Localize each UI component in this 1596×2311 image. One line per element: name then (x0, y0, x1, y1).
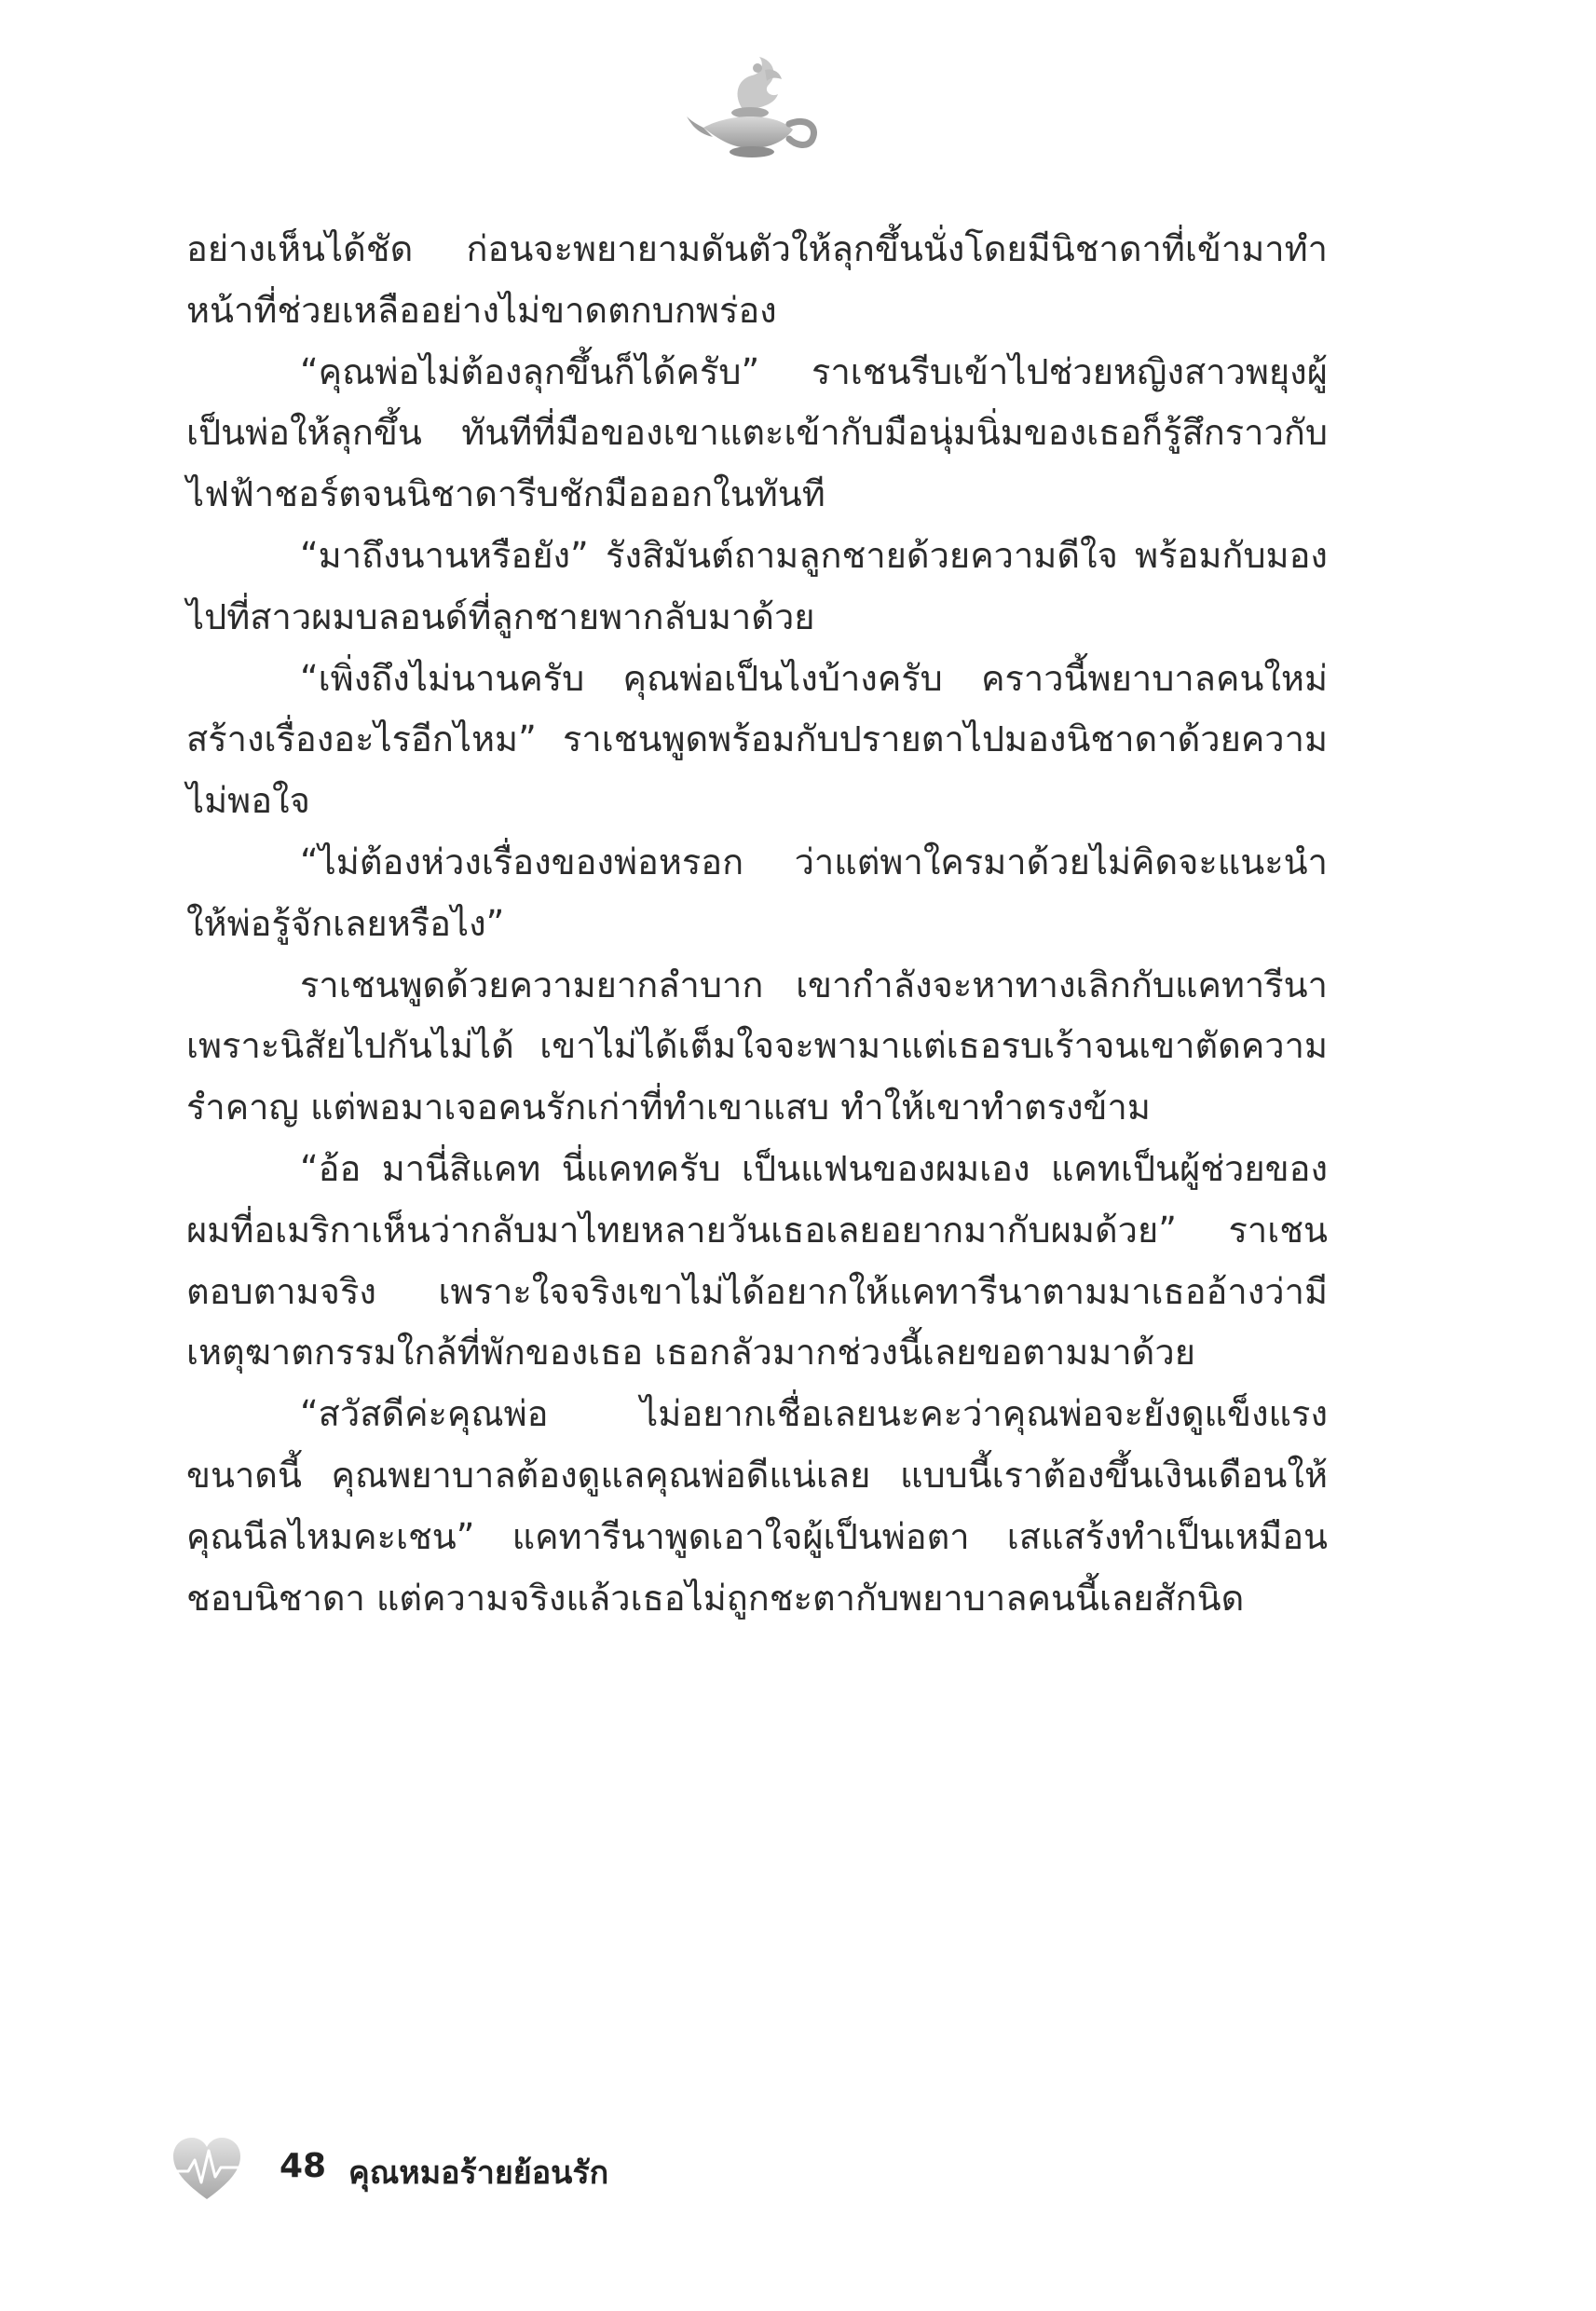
paragraph: “ไม่ต้องห่วงเรื่องของพ่อหรอก ว่าแต่พาใครมาด้วยไม่คิดจะแนะนำให้พ่อรู้จักเลยหรือไง” (186, 841, 1328, 944)
page-footer (170, 2134, 1008, 2208)
heart-pulse-icon (170, 2134, 244, 2203)
paragraph: “คุณพ่อไม่ต้องลุกขึ้นก็ได้ครับ” ราเชนรีบเข้าไปช่วยหญิงสาวพยุงผู้เป็นพ่อให้ลุกขึ้น ทันทีที่มือของเขาแตะเข้ากับมือนุ่มนิ่มของเธอก็รู้สึกราวกับไฟฟ้าชอร์ตจนนิชาดารีบชักมือออกในทันที (186, 350, 1328, 515)
genie-lamp-icon (685, 51, 825, 163)
paragraph: ราเชนพูดด้วยความยากลำบาก เขากำลังจะหาทางเลิกกับแคทารีนาเพราะนิสัยไปกันไม่ได้ เขาไม่ได้เต็มใจจะพามาแต่เธอรบเร้าจนเขาตัดความรำคาญ แต่พอมาเจอคนรักเก่าที่ทำเขาแสบ ทำให้เขาทำตรงข้าม (186, 964, 1328, 1128)
book-title: คุณหมอร้ายย้อนรัก (348, 2154, 609, 2192)
page-number: 48 (280, 2147, 327, 2185)
paragraph: “อ้อ มานี่สิแคท นี่แคทครับ เป็นแฟนของผมเอง แคทเป็นผู้ช่วยของผมที่อเมริกาเห็นว่ากลับมาไทยหลายวันเธอเลยอยากมากับผมด้วย” ราเชนตอบตามจริง เพราะใจจริงเขาไม่ได้อยากให้แคทารีนาตามมาเธออ้างว่ามีเหตุฆาตกรรมใกล้ที่พักของเธอ เธอกลัวมากช่วงนี้เลยขอตามมาด้วย (186, 1147, 1328, 1374)
body-text (186, 219, 1328, 2120)
paragraph: “สวัสดีค่ะคุณพ่อ ไม่อยากเชื่อเลยนะคะว่าคุณพ่อจะยังดูแข็งแรงขนาดนี้ คุณพยาบาลต้องดูแลคุณพ่อดีแน่เลย แบบนี้เราต้องขึ้นเงินเดือนให้คุณนีลไหมคะเชน” แคทารีนาพูดเอาใจผู้เป็นพ่อตา เสแสร้งทำเป็นเหมือนชอบนิชาดา แต่ความจริงแล้วเธอไม่ถูกชะตากับพยาบาลคนนี้เลยสักนิด (186, 1393, 1328, 1619)
paragraph: อย่างเห็นได้ชัด ก่อนจะพยายามดันตัวให้ลุกขึ้นนั่งโดยมีนิชาดาที่เข้ามาทำหน้าที่ช่วยเหลืออย่างไม่ขาดตกบกพร่อง (186, 228, 1328, 331)
paragraph: “เพิ่งถึงไม่นานครับ คุณพ่อเป็นไงบ้างครับ คราวนี้พยาบาลคนใหม่สร้างเรื่องอะไรอีกไหม” ราเชนพูดพร้อมกับปรายตาไปมองนิชาดาด้วยความไม่พอใจ (186, 657, 1328, 822)
paragraph: “มาถึงนานหรือยัง” รังสิมันต์ถามลูกชายด้วยความดีใจ พร้อมกับมองไปที่สาวผมบลอนด์ที่ลูกชายพากลับมาด้วย (186, 534, 1328, 637)
